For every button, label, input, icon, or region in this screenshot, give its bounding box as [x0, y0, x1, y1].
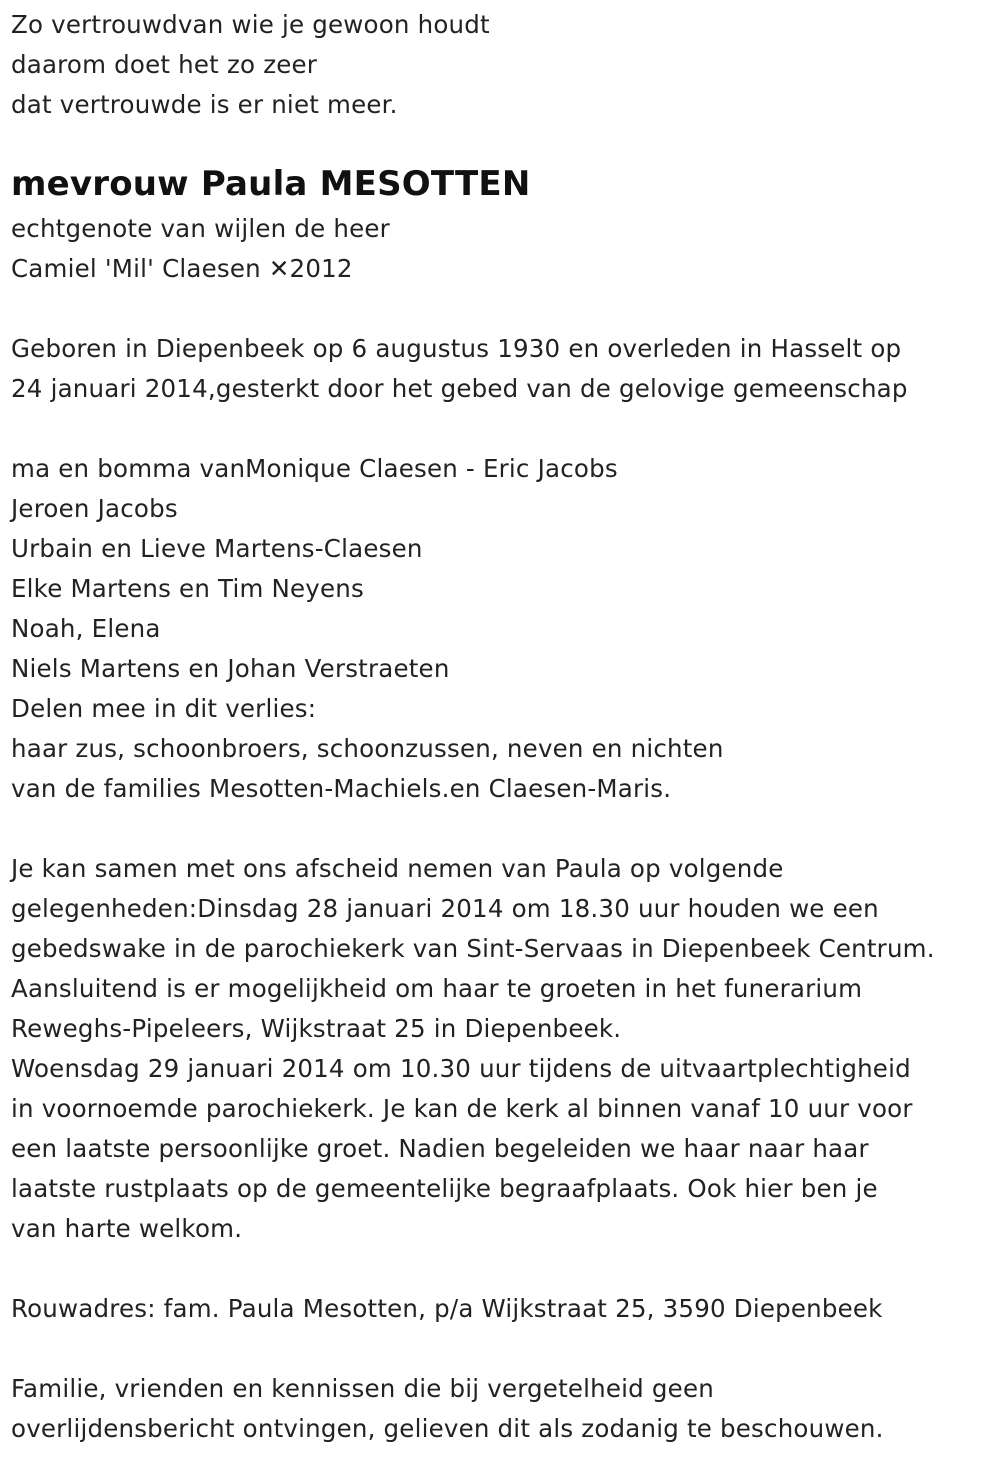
family-line: Elke Martens en Tim Neyens [11, 574, 364, 603]
family-line: Delen mee in dit verlies: [11, 694, 317, 723]
poem-line: daarom doet het zo zeer [11, 50, 318, 79]
ceremony-line: een laatste persoonlijke groet. Nadien begeleiden we haar naar haar [11, 1134, 869, 1163]
ceremony-line: van harte welkom. [11, 1214, 243, 1243]
mourning-address: Rouwadres: fam. Paula Mesotten, p/a Wijkstraat 25, 3590 Diepenbeek [11, 1294, 883, 1323]
deceased-name: mevrouw Paula MESOTTEN [11, 164, 531, 204]
family-line: Niels Martens en Johan Verstraeten [11, 654, 450, 683]
ceremony-line: Reweghs-Pipeleers, Wijkstraat 25 in Diepenbeek. [11, 1014, 622, 1043]
ceremony-info [11, 849, 991, 1249]
spouse-line: echtgenote van wijlen de heer [11, 214, 390, 243]
poem-line: dat vertrouwde is er niet meer. [11, 90, 398, 119]
closing-line: overlijdensbericht ontvingen, gelieven dit als zodanig te beschouwen. [11, 1414, 884, 1443]
ceremony-line: Aansluitend is er mogelijkheid om haar te groeten in het funerarium [11, 974, 863, 1003]
poem [11, 5, 991, 125]
closing-note [11, 1369, 991, 1449]
family-line: Noah, Elena [11, 614, 161, 643]
ceremony-line: Je kan samen met ons afscheid nemen van Paula op volgende [11, 854, 784, 883]
closing-line: Familie, vrienden en kennissen die bij vergetelheid geen [11, 1374, 714, 1403]
family-list [11, 449, 991, 809]
birth-death-line: Geboren in Diepenbeek op 6 augustus 1930 en overleden in Hasselt op [11, 334, 902, 363]
ceremony-line: Woensdag 29 januari 2014 om 10.30 uur tijdens de uitvaartplechtigheid [11, 1054, 911, 1083]
family-line: ma en bomma vanMonique Claesen - Eric Jacobs [11, 454, 618, 483]
spouse-info [11, 209, 991, 289]
ceremony-line: gelegenheden:Dinsdag 28 januari 2014 om 18.30 uur houden we een [11, 894, 879, 923]
family-line: Jeroen Jacobs [11, 494, 178, 523]
family-line: van de families Mesotten-Machiels.en Claesen-Maris. [11, 774, 672, 803]
family-line: haar zus, schoonbroers, schoonzussen, neven en nichten [11, 734, 724, 763]
obituary-notice [11, 5, 991, 1449]
ceremony-line: in voornoemde parochiekerk. Je kan de kerk al binnen vanaf 10 uur voor [11, 1094, 913, 1123]
ceremony-line: gebedswake in de parochiekerk van Sint-Servaas in Diepenbeek Centrum. [11, 934, 935, 963]
poem-line: Zo vertrouwdvan wie je gewoon houdt [11, 10, 490, 39]
spouse-line: Camiel 'Mil' Claesen ✕2012 [11, 254, 353, 283]
birth-death-line: 24 januari 2014,gesterkt door het gebed van de gelovige gemeenschap [11, 374, 908, 403]
birth-death-info [11, 329, 991, 409]
family-line: Urbain en Lieve Martens-Claesen [11, 534, 423, 563]
ceremony-line: laatste rustplaats op de gemeentelijke begraafplaats. Ook hier ben je [11, 1174, 878, 1203]
